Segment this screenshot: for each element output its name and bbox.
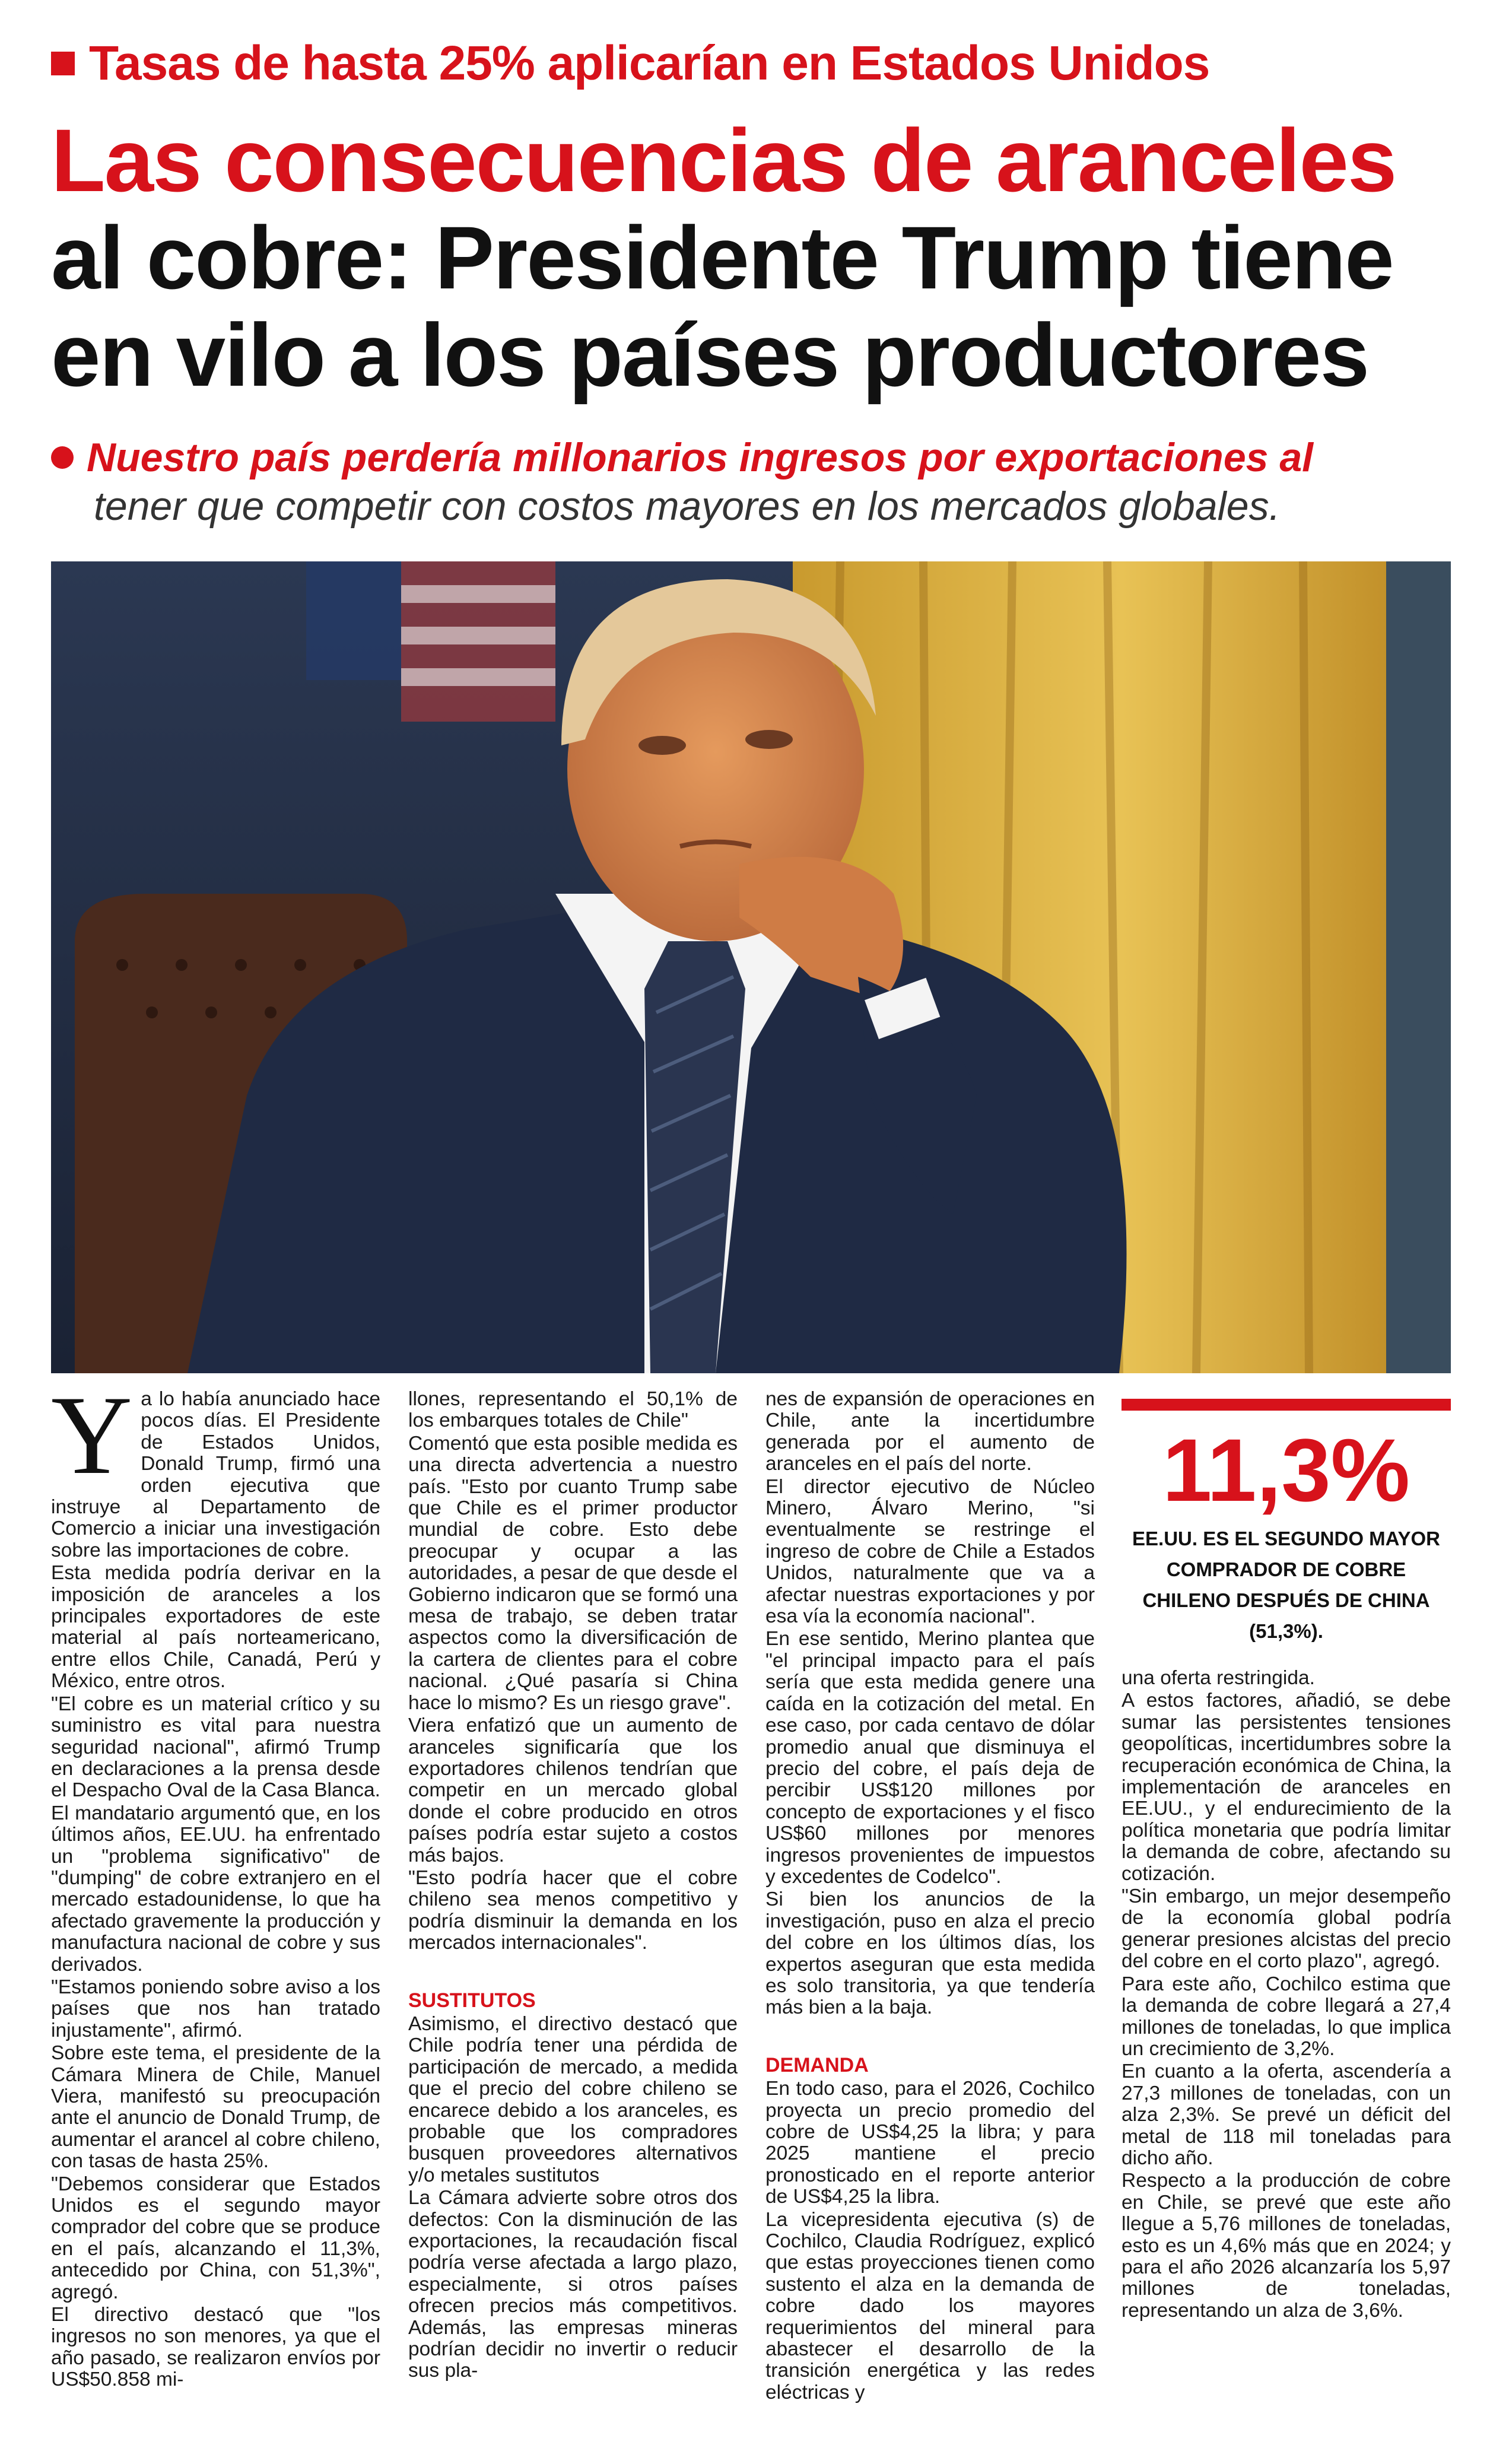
paragraph: En cuanto a la oferta, ascendería a 27,3 millones de toneladas, con un alza 2,3%. Se prevé un déficit del metal de 118 mil toneladas para dicho año.: [1122, 2060, 1451, 2169]
paragraph: "Debemos considerar que Estados Unidos es el segundo mayor comprador del cobre que se produce en el país, alcanzando el 11,3%, antecedido por China, con 51,3%", agregó.: [51, 2173, 380, 2303]
deck: [51, 433, 1463, 531]
paragraph: Comentó que esta posible medida es una directa advertencia a nuestro país. "Esto por cuanto Trump sabe que Chile es el primer productor mundial de cobre. Esto debe preocupar y ocupar a las autoridades, a pesar de que desde el Gobierno indicaron que se formó una mesa de trabajo, se deben tratar aspectos como la diversificación de la cartera de clientes para el cobre nacional. ¿Qué pasaría si China hace lo mismo? Es un riesgo grave".: [408, 1432, 738, 1714]
headline-line-1: Las consecuencias de aranceles: [51, 110, 1396, 210]
article-column-4: [1122, 1668, 1451, 2323]
paragraph: Ya lo había anunciado hace pocos días. El Presidente de Estados Unidos, Donald Trump, firmó una orden ejecutiva que instruye al Departamento de Comercio a iniciar una investigación sobre las importaciones de cobre.: [51, 1373, 380, 1561]
stat-box: [1122, 1399, 1451, 1642]
photo-illustration: [51, 561, 1451, 1373]
paragraph: "Esto podría hacer que el cobre chileno sea menos competitivo y podría disminuir la demanda en los mercados internacionales".: [408, 1866, 738, 1954]
subheading-sustitutos: SUSTITUTOS: [408, 1989, 536, 2012]
deck-line-1: [51, 433, 1463, 482]
paragraph: En ese sentido, Merino plantea que "el principal impacto para el país sería que esta medida genere una caída en la cotización del metal. En ese caso, por cada centavo de dólar promedio anual que disminuya el precio del cobre, el país deja de percibir US$120 millones por concepto de exportaciones y el fisco US$60 millones por menores ingresos provenientes de impuestos y excedentes de Codelco".: [765, 1628, 1095, 1888]
paragraph: El director ejecutivo de Núcleo Minero, Álvaro Merino, "si eventualmente se restringe el ingreso de cobre de Chile a Estados Unidos, naturalmente que va a afectar nuestras exportaciones y por esa vía la economía nacional".: [765, 1475, 1095, 1628]
kicker: [51, 31, 1209, 96]
headline: [51, 112, 1463, 404]
trump-photo: [51, 561, 1451, 1373]
deck-line-1-text: Nuestro país perdería millonarios ingresos por exportaciones al: [87, 435, 1314, 480]
kicker-square-icon: [51, 52, 75, 75]
article-column-1: [51, 1373, 380, 2392]
paragraph: Asimismo, el directivo destacó que Chile podría tener una pérdida de participación de mercado, a medida que el precio del cobre chileno se encarece debido a los aranceles, es probable que los compradores busquen proveedores alternativos y/o metales sustitutos: [408, 2012, 738, 2186]
kicker-text: Tasas de hasta 25% aplicarían en Estados Unidos: [89, 36, 1210, 90]
paragraph: Sobre este tema, el presidente de la Cámara Minera de Chile, Manuel Viera, manifestó su preocupación ante el anuncio de Donald Trump, de aumentar el arancel al cobre chileno, con tasas de hasta 25%.: [51, 2042, 380, 2173]
paragraph: El directivo destacó que "los ingresos no son menores, ya que el año pasado, se realizaron envíos por US$50.858 mi-: [51, 2304, 380, 2391]
deck-line-2: tener que competir con costos mayores en los mercados globales.: [94, 484, 1281, 529]
paragraph: llones, representando el 50,1% de los embarques totales de Chile": [408, 1388, 738, 1432]
bullet-dot-icon: [51, 446, 74, 469]
paragraph: Si bien los anuncios de la investigación, puso en alza el precio del cobre en los últimos días, los expertos aseguran que esta medida es solo transitoria, ya que tendería más bien a la baja.: [765, 1888, 1095, 2019]
article-column-3: [765, 1389, 1095, 2405]
paragraph: En todo caso, para el 2026, Cochilco proyecta un precio promedio del cobre de US$4,25 la libra; y para 2025 mantiene el precio pronosticado en el reporte anterior de US$4,25 la libra.: [765, 2078, 1095, 2208]
stat-caption: EE.UU. ES EL SEGUNDO MAYOR COMPRADOR DE COBRE CHILENO DESPUÉS DE CHINA (51,3%).: [1132, 1528, 1440, 1642]
subheading-demanda: DEMANDA: [765, 2053, 869, 2076]
paragraph: una oferta restringida.: [1122, 1667, 1315, 1689]
dropcap: Y: [51, 1373, 133, 1498]
paragraph: A estos factores, añadió, se debe sumar las persistentes tensiones geopolíticas, incertidumbres sobre la recuperación económica de China, la implementación de aranceles en EE.UU., y el endurecimiento de la política monetaria que podría limitar la demanda de cobre, afectando su cotización.: [1122, 1690, 1451, 1885]
paragraph: El mandatario argumentó que, en los últimos años, EE.UU. ha enfrentado un "problema significativo" de "dumping" de cobre extranjero en el mercado estadounidense, lo que ha afectado gravemente la producción y manufactura nacional de cobre y sus derivados.: [51, 1802, 380, 1976]
stat-value: 11,3%: [1162, 1420, 1410, 1520]
headline-line-3: en vilo a los países productores: [51, 305, 1369, 405]
paragraph: "El cobre es un material crítico y su suministro es vital para nuestra seguridad nacional", afirmó Trump en declaraciones a la prensa desde el Despacho Oval de la Casa Blanca.: [51, 1693, 380, 1802]
paragraph: Viera enfatizó que un aumento de aranceles significaría que los exportadores chilenos tendrían que competir en un mercado global donde el cobre producido en otros países podría estar sujeto a costos más bajos.: [408, 1714, 738, 1866]
headline-line-2: al cobre: Presidente Trump tiene: [51, 208, 1393, 307]
paragraph: La Cámara advierte sobre otros dos defectos: Con la disminución de las exportaciones, la recaudación fiscal podría verse afectada a largo plazo, especialmente, si otros países ofrecen precios más competitivos. Además, las empresas mineras podrían decidir no invertir o reducir sus pla-: [408, 2187, 738, 2382]
paragraph: Respecto a la producción de cobre en Chile, se prevé que este año llegue a 5,76 millones de toneladas, esto es un 4,6% más que en 2024; y para el año 2026 alcanzaría los 5,97 millones de toneladas, representando un alza de 3,6%.: [1122, 2170, 1451, 2322]
article-column-2: [408, 1389, 738, 2383]
paragraph: nes de expansión de operaciones en Chile, ante la incertidumbre generada por el aumento de aranceles en el país del norte.: [765, 1388, 1095, 1475]
paragraph: "Estamos poniendo sobre aviso a los países que nos han tratado injustamente", afirmó.: [51, 1976, 380, 2041]
paragraph: Esta medida podría derivar en la imposición de aranceles a los principales exportadores de este material al país norteamericano, entre ellos Chile, Canadá, Perú y México, entre otros.: [51, 1562, 380, 1693]
paragraph: Para este año, Cochilco estima que la demanda de cobre llegará a 27,4 millones de toneladas, lo que implica un crecimiento de 3,2%.: [1122, 1973, 1451, 2060]
paragraph: La vicepresidenta ejecutiva (s) de Cochilco, Claudia Rodríguez, explicó que estas proyecciones tienen como sustento el alza en la demanda de cobre dado los mayores requerimientos del mineral para abastecer el desarrollo de la transición energética y las redes eléctricas y: [765, 2208, 1095, 2403]
paragraph: "Sin embargo, un mejor desempeño de la economía global podría generar presiones alcistas del precio del cobre en el corto plazo", agregó.: [1122, 1885, 1451, 1973]
